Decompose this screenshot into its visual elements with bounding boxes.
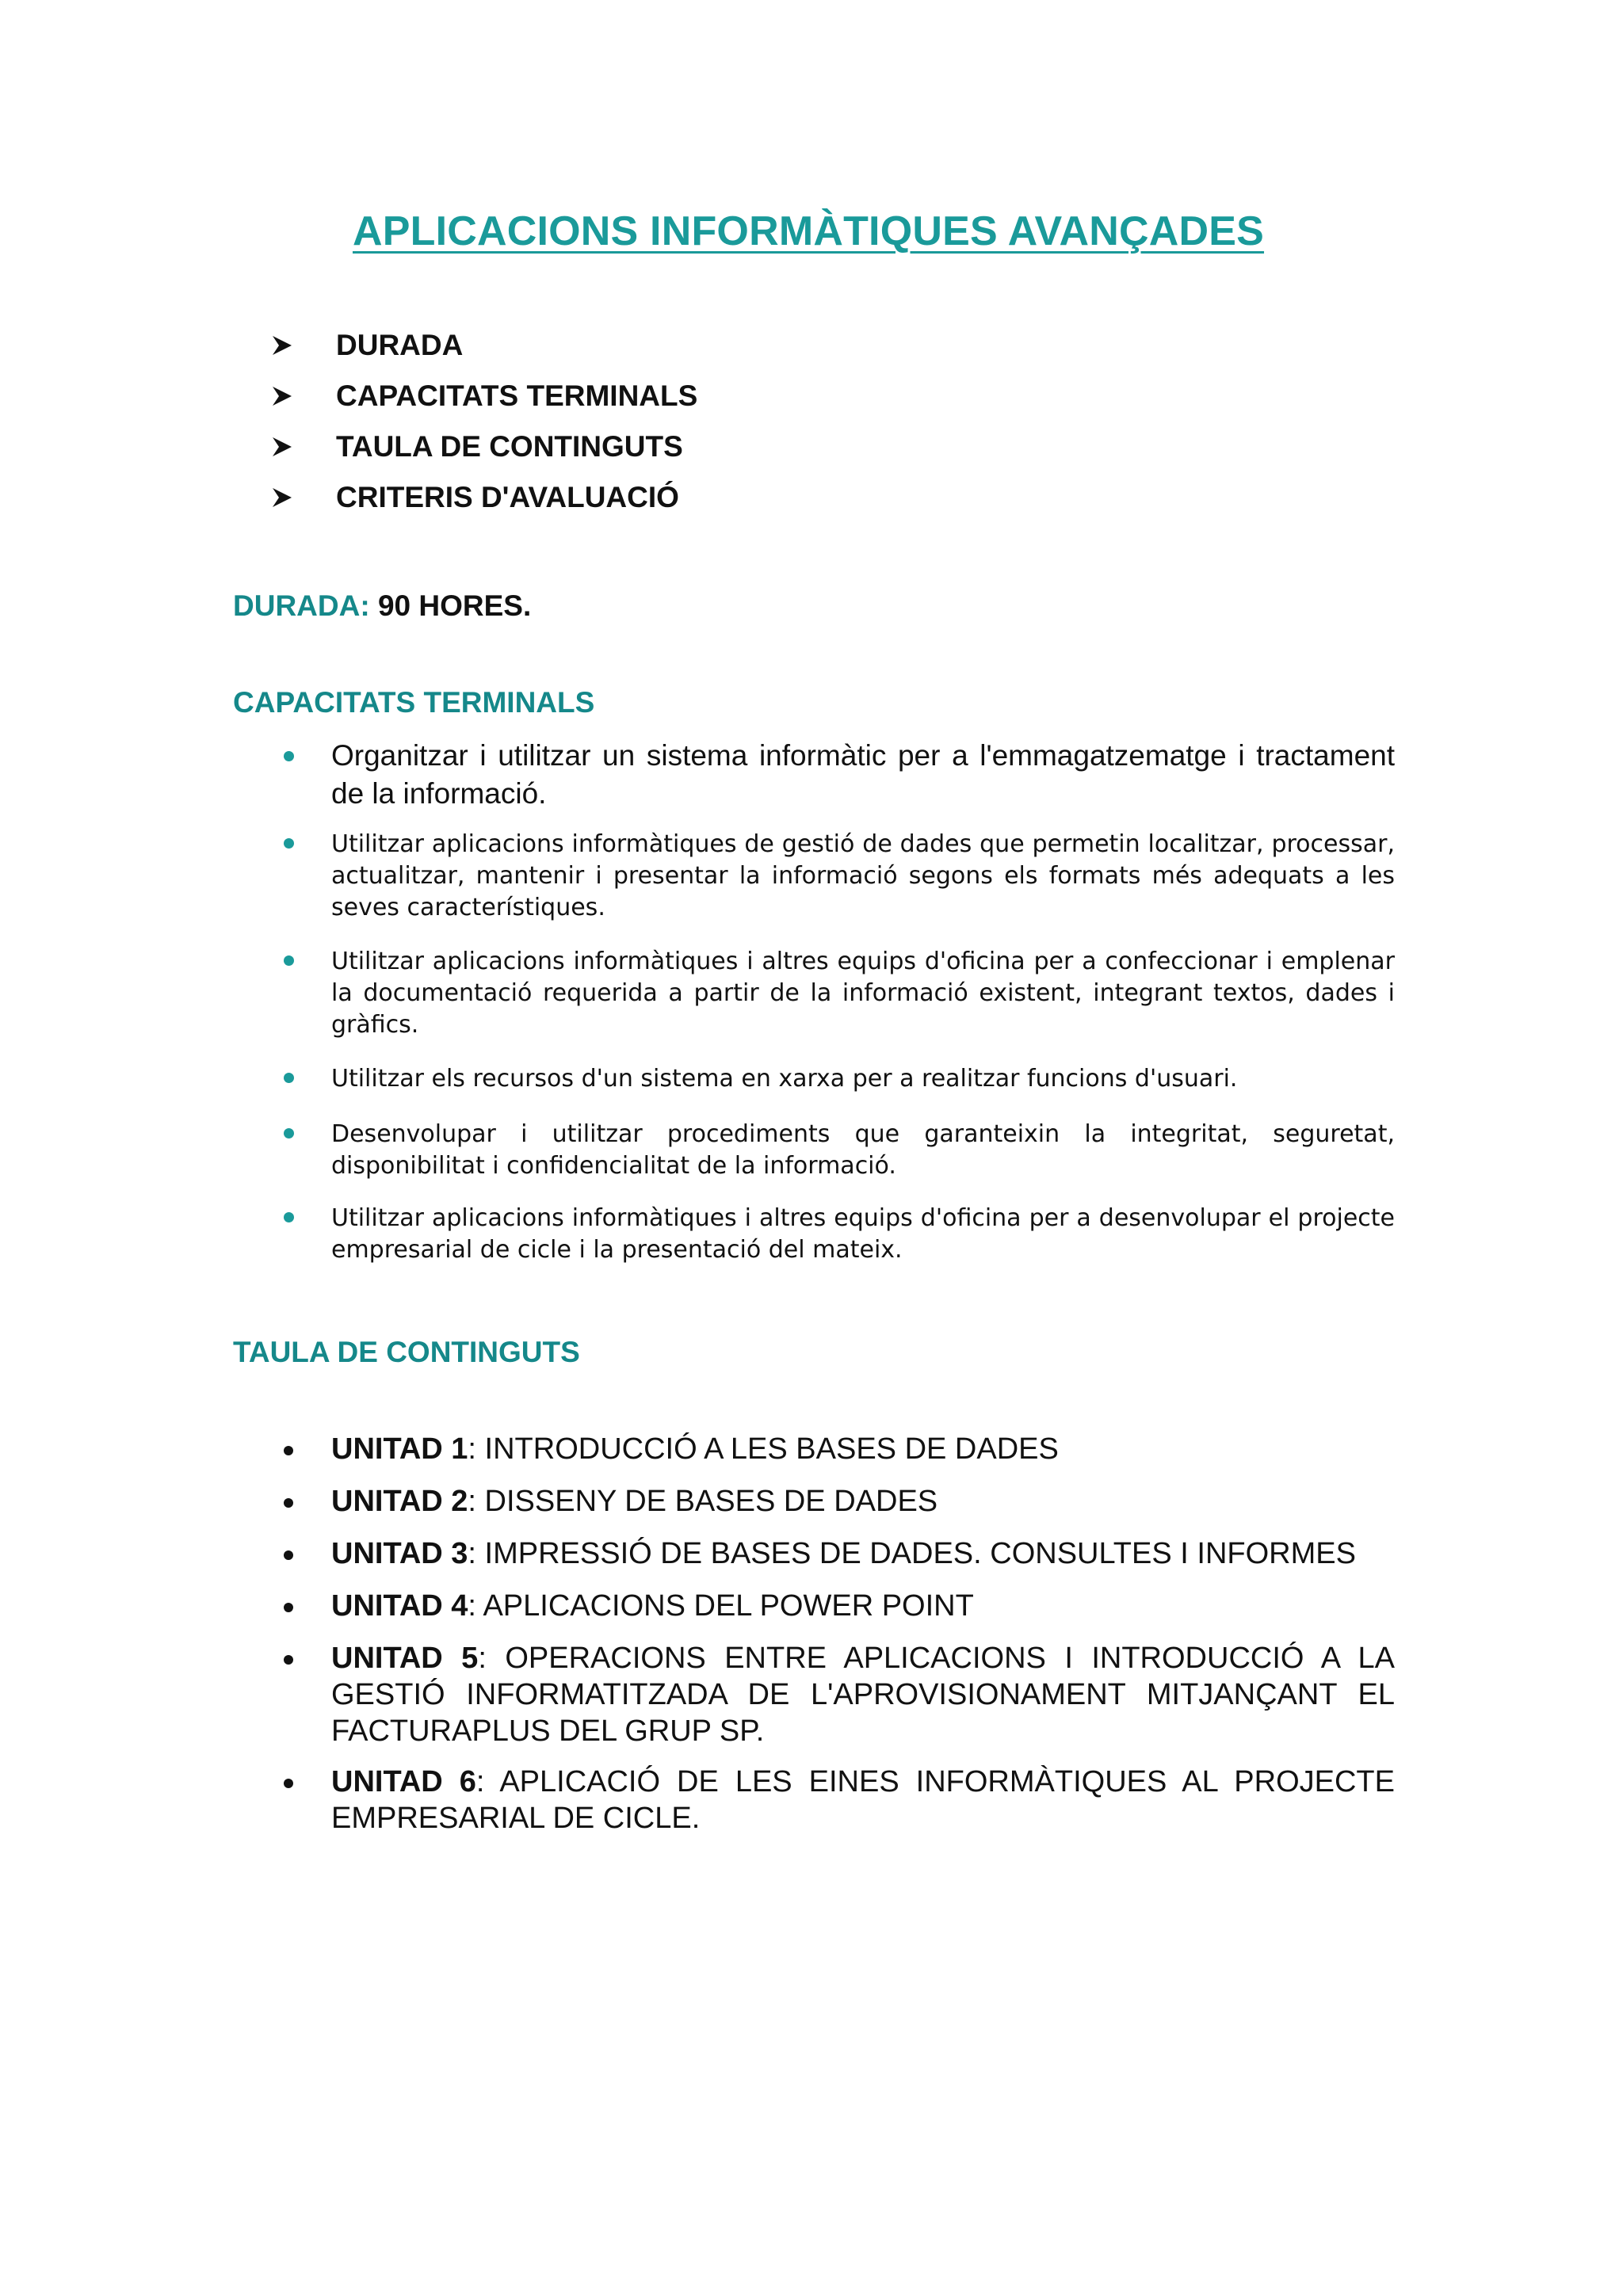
capacitats-heading: CAPACITATS TERMINALS [233,686,595,719]
unit-label: UNITAD 3 [331,1537,468,1570]
capacitat-text: Desenvolupar i utilitzar procediments que garanteixin la integritat, seguretat, disponibilitat i confidencialitat de la informació. [331,1120,1395,1180]
capacitat-text: Utilitzar aplicacions informàtiques de gestió de dades que permetin localitzar, processar, actualitzar, mantenir i presentar la informació segons els formats més adequats a les seves característiques. [331,830,1395,921]
duration-value: 90 HORES. [377,589,532,622]
unit-text: : DISSENY DE BASES DE DADES [468,1485,938,1518]
bullet-icon [284,1212,294,1222]
list-item [284,1640,1395,1749]
document-title: APLICACIONS INFORMÀTIQUES AVANÇADES [352,208,1265,254]
bullet-icon [284,1446,293,1455]
index-item [269,421,697,472]
unit-label: UNITAD 6 [331,1765,476,1798]
index-item [269,320,697,371]
bullet-icon [284,1655,293,1665]
bullet-icon [284,1550,293,1560]
continguts-heading: TAULA DE CONTINGUTS [233,1336,580,1368]
capacitat-text: Utilitzar aplicacions informàtiques i altres equips d'oficina per a confeccionar i emplenar la documentació requerida a partir de la informació existent, integrant textos, dades i gràfics. [331,948,1395,1039]
unit-text: : IMPRESSIÓ DE BASES DE DADES. CONSULTES I INFORMES [468,1537,1356,1570]
unit-text: : APLICACIONS DEL POWER POINT [468,1589,974,1623]
index-item-label: TAULA DE CONTINGUTS [336,430,683,463]
duration-line [233,589,531,623]
bullet-icon [284,1603,293,1612]
units-list [284,1431,1395,1836]
list-item [284,1203,1395,1266]
bullet-icon [284,1498,293,1508]
unit-label: UNITAD 4 [331,1589,468,1623]
section-index [269,320,697,523]
bullet-icon [284,838,294,849]
index-item [269,472,697,523]
capacitat-text: Utilitzar aplicacions informàtiques i altres equips d'oficina per a desenvolupar el projecte empresarial de cicle i la presentació del mateix. [331,1204,1395,1264]
arrow-bullet-icon [269,434,295,460]
index-item-label: CAPACITATS TERMINALS [336,379,698,412]
index-item-label: CRITERIS D'AVALUACIÓ [336,481,679,513]
unit-text: : OPERACIONS ENTRE APLICACIONS I INTRODUCCIÓ A LA GESTIÓ INFORMATITZADA DE L'APROVISIONAMENT MITJANÇANT EL FACTURAPLUS DEL GRUP SP. [331,1642,1395,1748]
unit-text: : INTRODUCCIÓ A LES BASES DE DADES [468,1432,1059,1466]
list-item [284,737,1395,813]
list-item [284,1063,1395,1095]
list-item [284,829,1395,924]
list-item [284,1431,1395,1467]
index-item-label: DURADA [336,329,464,361]
bullet-icon [284,1073,294,1083]
list-item [284,1764,1395,1836]
unit-label: UNITAD 5 [331,1642,479,1675]
duration-label: DURADA: [233,589,370,622]
bullet-icon [284,1128,294,1138]
unit-label: UNITAD 2 [331,1485,468,1518]
index-item [269,371,697,421]
capacitat-text: Utilitzar els recursos d'un sistema en xarxa per a realitzar funcions d'usuari. [331,1065,1238,1093]
bullet-icon [284,955,294,966]
list-item [284,946,1395,1041]
capacitats-list [284,737,1395,1266]
list-item [284,1119,1395,1182]
bullet-icon [284,1779,293,1788]
list-item [284,1588,1395,1624]
unit-label: UNITAD 1 [331,1432,468,1466]
list-item [284,1535,1395,1572]
bullet-icon [284,751,294,761]
arrow-bullet-icon [269,333,295,358]
arrow-bullet-icon [269,485,295,510]
list-item [284,1483,1395,1520]
capacitat-text: Organitzar i utilitzar un sistema informàtic per a l'emmagatzematge i tractament de la informació. [331,739,1395,810]
arrow-bullet-icon [269,383,295,409]
unit-text: : APLICACIÓ DE LES EINES INFORMÀTIQUES AL PROJECTE EMPRESARIAL DE CICLE. [331,1765,1395,1835]
